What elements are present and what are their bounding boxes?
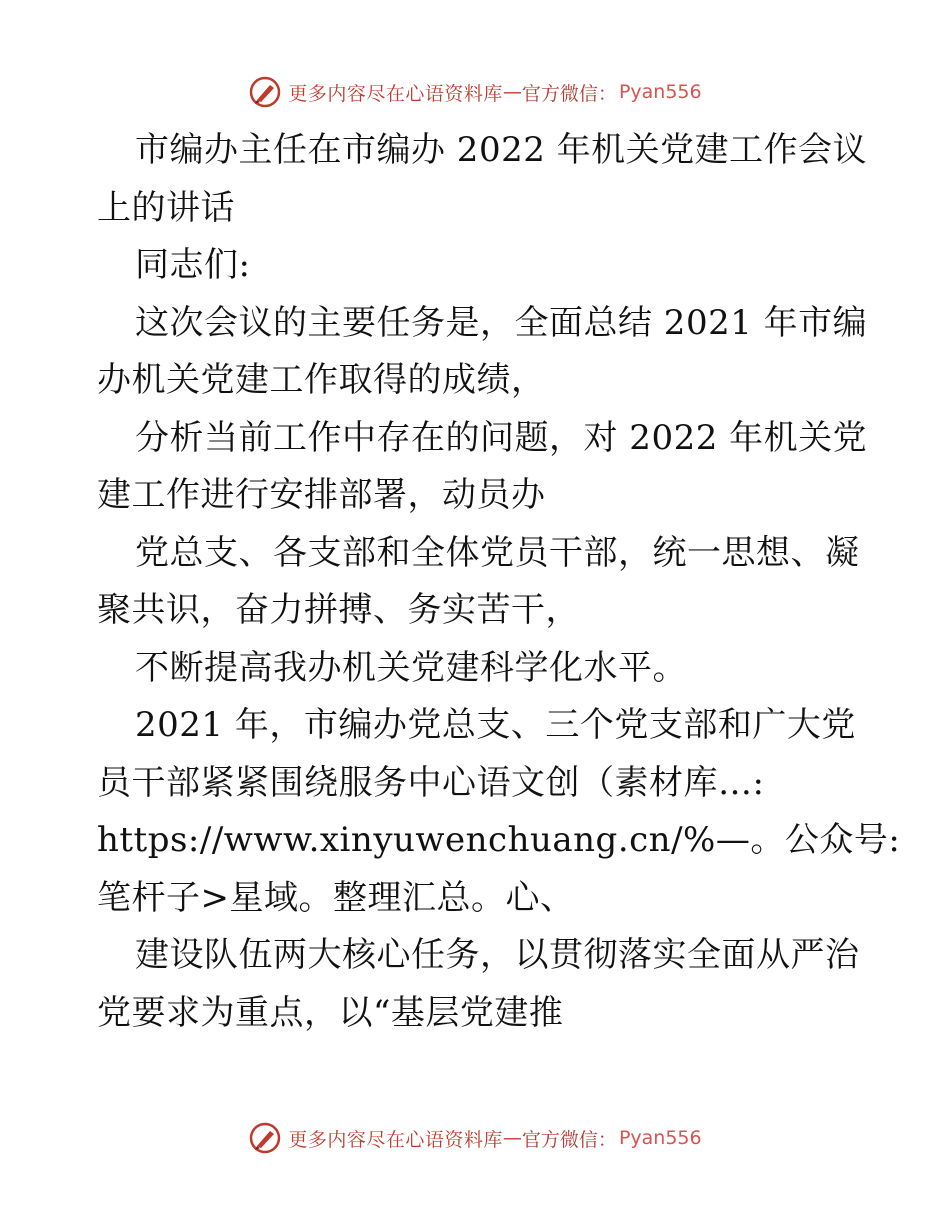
watermark-label: 官方微信：: [521, 1128, 617, 1151]
document-line: 建工作进行安排部署，动员办: [97, 475, 546, 515]
watermark-separator: —: [502, 81, 522, 103]
watermark-label: 官方微信：: [521, 82, 617, 105]
watermark-brand: 更多内容尽在心语资料库: [288, 82, 503, 105]
document-line: 党要求为重点，以“基层党建推: [97, 992, 564, 1033]
document-line: 同志们:: [135, 245, 251, 285]
document-line: 员干部紧紧围绕服务中心语文创（素材库…:: [97, 762, 765, 803]
watermark-wechat-id: Pyan556: [618, 81, 702, 103]
document-line: 这次会议的主要任务是，全面总结 2021 年市编: [135, 302, 868, 343]
watermark-separator: —: [502, 1127, 522, 1149]
document-line: https://www.xinyuwenchuang.cn/%—。公众号:: [97, 820, 901, 860]
watermark-wechat-id: Pyan556: [618, 1127, 702, 1149]
pen-logo-icon: [248, 1121, 282, 1155]
header-watermark: [0, 72, 950, 112]
document-line: 不断提高我办机关党建科学化水平。: [135, 647, 687, 688]
document-line: 聚共识，奋力拼搏、务实苦干，: [97, 590, 580, 630]
document-line: 2021 年，市编办党总支、三个党支部和广大党: [135, 705, 856, 745]
document-line: 办机关党建工作取得的成绩，: [97, 360, 546, 400]
pen-logo-icon: [248, 75, 282, 109]
document-line: 分析当前工作中存在的问题，对 2022 年机关党: [135, 417, 868, 458]
document-line: 党总支、各支部和全体党员干部，统一思想、凝: [135, 532, 860, 573]
document-line: 上的讲话: [97, 187, 235, 228]
document-line: 建设队伍两大核心任务，以贯彻落实全面从严治: [135, 935, 860, 975]
document-line: 笔杆子>星域。整理汇总。心、: [97, 877, 575, 918]
document-line: 市编办主任在市编办 2022 年机关党建工作会议: [135, 130, 868, 170]
watermark-brand: 更多内容尽在心语资料库: [288, 1128, 503, 1151]
document-body: [97, 122, 901, 1042]
footer-watermark: [0, 1118, 950, 1158]
